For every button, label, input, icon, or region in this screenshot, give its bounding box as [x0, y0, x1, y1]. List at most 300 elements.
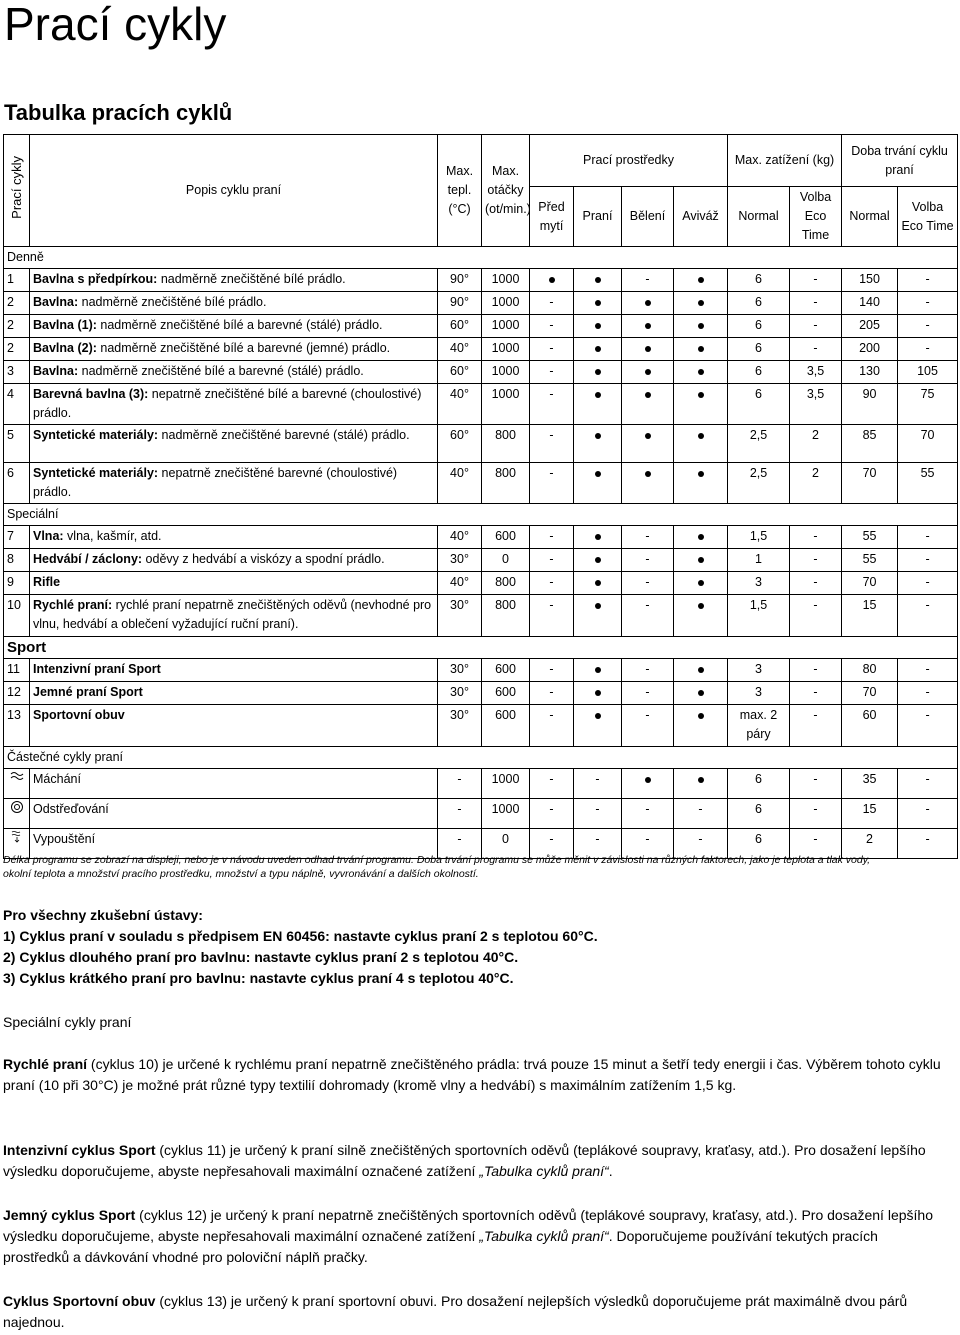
- filled-dot-icon: [574, 315, 622, 338]
- value-cell: 6: [728, 338, 790, 361]
- value-cell: -: [530, 338, 574, 361]
- value-cell: -: [898, 799, 958, 829]
- value-cell: -: [530, 425, 574, 463]
- value-cell: -: [898, 682, 958, 705]
- section-row: [4, 247, 958, 269]
- dot-icon: [698, 534, 704, 540]
- filled-dot-icon: [622, 463, 674, 504]
- cycle-description: [30, 315, 438, 338]
- value-cell: -: [790, 269, 842, 292]
- value-cell: -: [530, 549, 574, 572]
- value-cell: 6: [728, 292, 790, 315]
- value-cell: 1000: [482, 292, 530, 315]
- value-cell: -: [898, 595, 958, 637]
- filled-dot-icon: [574, 292, 622, 315]
- filled-dot-icon: [530, 269, 574, 292]
- cycle-description: [30, 463, 438, 504]
- value-cell: -: [790, 659, 842, 682]
- value-cell: -: [622, 659, 674, 682]
- value-cell: 55: [842, 526, 898, 549]
- dot-icon: [698, 713, 704, 719]
- value-cell: -: [898, 292, 958, 315]
- value-cell: -: [530, 572, 574, 595]
- cycle-name: Hedvábí / záclony:: [33, 552, 143, 566]
- dot-icon: [595, 300, 601, 306]
- filled-dot-icon: [574, 659, 622, 682]
- value-cell: 85: [842, 425, 898, 463]
- value-cell: -: [790, 292, 842, 315]
- cycle-number: 3: [4, 361, 30, 384]
- dot-icon: [698, 323, 704, 329]
- filled-dot-icon: [674, 463, 728, 504]
- section-label: Denně: [4, 247, 958, 269]
- filled-dot-icon: [574, 682, 622, 705]
- dot-icon: [595, 557, 601, 563]
- value-cell: 800: [482, 595, 530, 637]
- cycle-row: [4, 269, 958, 292]
- value-cell: -: [622, 549, 674, 572]
- value-cell: 60°: [438, 425, 482, 463]
- value-cell: 1000: [482, 769, 530, 799]
- value-cell: 140: [842, 292, 898, 315]
- value-cell: 6: [728, 361, 790, 384]
- cycle-name: Intenzivní praní Sport: [33, 662, 161, 676]
- dot-icon: [645, 346, 651, 352]
- filled-dot-icon: [674, 526, 728, 549]
- header-cycles: Prací cykly: [4, 135, 30, 247]
- cycle-description: [30, 659, 438, 682]
- cycle-number: 12: [4, 682, 30, 705]
- value-cell: -: [622, 269, 674, 292]
- cycle-row: [4, 292, 958, 315]
- value-cell: -: [898, 829, 958, 859]
- value-cell: 2,5: [728, 463, 790, 504]
- dot-icon: [595, 392, 601, 398]
- cycle-row: [4, 384, 958, 425]
- header-dur-normal: Normal: [842, 187, 898, 247]
- cycle-description: [30, 361, 438, 384]
- value-cell: -: [574, 829, 622, 859]
- header-load-normal: Normal: [728, 187, 790, 247]
- value-cell: -: [622, 682, 674, 705]
- value-cell: -: [898, 659, 958, 682]
- dot-icon: [595, 690, 601, 696]
- cycle-name: Vlna:: [33, 529, 64, 543]
- cycle-row: [4, 659, 958, 682]
- cycle-name: Sportovní obuv: [33, 708, 125, 722]
- cycle-name: Bavlna s předpírkou:: [33, 272, 158, 286]
- cycle-description: [30, 292, 438, 315]
- value-cell: -: [530, 526, 574, 549]
- header-wash: Praní: [574, 187, 622, 247]
- cycle-number: 7: [4, 526, 30, 549]
- value-cell: -: [790, 526, 842, 549]
- value-cell: -: [622, 799, 674, 829]
- value-cell: -: [622, 705, 674, 747]
- cycle-number: 4: [4, 384, 30, 425]
- dot-icon: [595, 534, 601, 540]
- dot-icon: [698, 580, 704, 586]
- dot-icon: [595, 471, 601, 477]
- test-line-2: 2) Cyklus dlouhého praní pro bavlnu: nastavte cyklus praní 2 s teplotou 40°C.: [3, 949, 519, 965]
- value-cell: -: [530, 292, 574, 315]
- cycle-row: [4, 705, 958, 747]
- value-cell: 3,5: [790, 361, 842, 384]
- value-cell: 55: [898, 463, 958, 504]
- value-cell: 200: [842, 338, 898, 361]
- value-cell: -: [530, 361, 574, 384]
- value-cell: 80: [842, 659, 898, 682]
- cycle-detail: nadměrně znečištěné barevné (stálé) prádlo.: [158, 428, 410, 442]
- value-cell: -: [790, 549, 842, 572]
- value-cell: 40°: [438, 384, 482, 425]
- section-row: [4, 637, 958, 659]
- value-cell: 600: [482, 659, 530, 682]
- value-cell: -: [622, 829, 674, 859]
- value-cell: 1000: [482, 315, 530, 338]
- dot-icon: [698, 300, 704, 306]
- value-cell: 90°: [438, 269, 482, 292]
- spin-icon: [4, 799, 30, 829]
- value-cell: 30°: [438, 549, 482, 572]
- section-label: Sport: [4, 637, 958, 659]
- cycle-description: [30, 526, 438, 549]
- paragraph-sport-shoes: Cyklus Sportovní obuv (cyklus 13) je určený k praní sportovní obuvi. Pro dosažení nejlepších výsledků doporučujeme prát maximálně dvou párů najednou.: [3, 1293, 908, 1330]
- value-cell: -: [898, 549, 958, 572]
- value-cell: -: [574, 769, 622, 799]
- filled-dot-icon: [574, 463, 622, 504]
- value-cell: -: [790, 572, 842, 595]
- dot-icon: [645, 392, 651, 398]
- value-cell: -: [898, 338, 958, 361]
- value-cell: 2: [842, 829, 898, 859]
- filled-dot-icon: [574, 361, 622, 384]
- header-prewash: Před mytí: [530, 187, 574, 247]
- value-cell: 0: [482, 829, 530, 859]
- value-cell: -: [530, 315, 574, 338]
- value-cell: -: [790, 799, 842, 829]
- dot-icon: [645, 300, 651, 306]
- test-heading: Pro všechny zkušební ústavy:: [3, 907, 203, 923]
- header-bleach: Bělení: [622, 187, 674, 247]
- cycle-description: Vypouštění: [30, 829, 438, 859]
- value-cell: 40°: [438, 572, 482, 595]
- filled-dot-icon: [674, 269, 728, 292]
- cycle-description: [30, 572, 438, 595]
- header-max-load: Max. zatížení (kg): [728, 135, 842, 187]
- value-cell: 60°: [438, 315, 482, 338]
- cycle-detail: nepatrně znečištěné barevné (choulostivé) prádlo.: [33, 466, 398, 499]
- cycle-detail: vlna, kašmír, atd.: [63, 529, 162, 543]
- value-cell: -: [898, 269, 958, 292]
- filled-dot-icon: [574, 572, 622, 595]
- filled-dot-icon: [674, 549, 728, 572]
- value-cell: 6: [728, 315, 790, 338]
- value-cell: 2,5: [728, 425, 790, 463]
- cycle-name: Rychlé praní:: [33, 598, 113, 612]
- cycle-row: [4, 549, 958, 572]
- header-max-temp: Max. tepl. (°C): [438, 135, 482, 247]
- value-cell: 40°: [438, 526, 482, 549]
- value-cell: 3: [728, 572, 790, 595]
- value-cell: 40°: [438, 463, 482, 504]
- header-description: Popis cyklu praní: [30, 135, 438, 247]
- cycle-name: Syntetické materiály:: [33, 466, 159, 480]
- header-max-rpm: Max. otáčky (ot/min.): [482, 135, 530, 247]
- value-cell: 1000: [482, 799, 530, 829]
- cycle-row: [4, 799, 958, 829]
- cycle-number: 2: [4, 292, 30, 315]
- cycle-description: [30, 705, 438, 747]
- value-cell: 40°: [438, 338, 482, 361]
- cycle-detail: nepatrně znečištěné bílé a barevné (choulostivé) prádlo.: [33, 387, 422, 420]
- cycle-name: Bavlna:: [33, 295, 79, 309]
- value-cell: -: [530, 463, 574, 504]
- value-cell: 1000: [482, 269, 530, 292]
- value-cell: 1000: [482, 338, 530, 361]
- filled-dot-icon: [622, 315, 674, 338]
- value-cell: 6: [728, 799, 790, 829]
- cycles-table: [3, 134, 958, 859]
- dot-icon: [698, 471, 704, 477]
- section-row: [4, 747, 958, 769]
- dot-icon: [645, 369, 651, 375]
- dot-icon: [698, 690, 704, 696]
- filled-dot-icon: [674, 338, 728, 361]
- value-cell: -: [574, 799, 622, 829]
- cycle-description: [30, 549, 438, 572]
- value-cell: max. 2 páry: [728, 705, 790, 747]
- paragraph-intensive-sport: Intenzivní cyklus Sport (cyklus 11) je určený k praní silně znečištěných sportovních oděvů (teplákové soupravy, kraťasy, atd.). Pro dosažení lepšího výsledku doporučujeme, abyste nepřesahovali maximální označené zatížení „Tabulka cyklů praní“.: [3, 1142, 926, 1179]
- cycle-name: Bavlna (2):: [33, 341, 97, 355]
- cycle-row: [4, 315, 958, 338]
- value-cell: -: [898, 705, 958, 747]
- dot-icon: [595, 580, 601, 586]
- cycle-name: Bavlna:: [33, 364, 79, 378]
- filled-dot-icon: [674, 705, 728, 747]
- cycle-description: [30, 269, 438, 292]
- value-cell: 6: [728, 269, 790, 292]
- value-cell: -: [530, 595, 574, 637]
- cycle-detail: nadměrně znečištěné bílé a barevné (stálé) prádlo.: [96, 318, 383, 332]
- value-cell: -: [530, 384, 574, 425]
- cycle-description: [30, 384, 438, 425]
- cycle-name: Jemné praní Sport: [33, 685, 143, 699]
- dot-icon: [698, 603, 704, 609]
- value-cell: 600: [482, 705, 530, 747]
- footnote: Délka programu se zobrazí na displeji, nebo je v návodu uveden odhad trvání programu. Doba trvání programu se může měnit v závislosti na různých faktorech, jako je teplota a tlak vody, okolní teplota a množství pracího prostředku, množství a typu náplně, vyvronávání a dalších okolností.: [3, 854, 871, 880]
- dot-icon: [698, 433, 704, 439]
- filled-dot-icon: [674, 292, 728, 315]
- dot-icon: [698, 777, 704, 783]
- filled-dot-icon: [574, 384, 622, 425]
- filled-dot-icon: [674, 572, 728, 595]
- filled-dot-icon: [622, 338, 674, 361]
- cycle-detail: rychlé praní nepatrně znečištěných oděvů (nevhodné pro vlnu, hedvábí a oblečení vyžadující ruční praní).: [33, 598, 432, 631]
- filled-dot-icon: [574, 338, 622, 361]
- value-cell: -: [530, 682, 574, 705]
- value-cell: 150: [842, 269, 898, 292]
- section-label: Částečné cykly praní: [4, 747, 958, 769]
- value-cell: 6: [728, 769, 790, 799]
- dot-icon: [698, 557, 704, 563]
- filled-dot-icon: [574, 425, 622, 463]
- cycle-detail: nadměrně znečištěné bílé a barevné (jemné) prádlo.: [96, 341, 391, 355]
- value-cell: 90: [842, 384, 898, 425]
- value-cell: 1: [728, 549, 790, 572]
- cycle-row: [4, 361, 958, 384]
- value-cell: 600: [482, 526, 530, 549]
- special-heading: Speciální cykly praní: [3, 1014, 132, 1030]
- value-cell: -: [438, 829, 482, 859]
- value-cell: 70: [842, 572, 898, 595]
- cycle-name: Rifle: [33, 575, 61, 589]
- value-cell: -: [898, 769, 958, 799]
- value-cell: -: [530, 705, 574, 747]
- paragraph-gentle-sport: Jemný cyklus Sport (cyklus 12) je určený k praní nepatrně znečištěných sportovních oděvů (teplákové soupravy, kraťasy, atd.). Pro dosažení lepšího výsledku doporučujeme, abyste nepřesahovali maximální označené zatížení „Tabulka cyklů praní“. Doporučujeme používání tekutých pracích prostředků a dávkování vhodné pro poloviční náplň pračky.: [3, 1207, 933, 1265]
- value-cell: 70: [898, 425, 958, 463]
- value-cell: 1,5: [728, 526, 790, 549]
- value-cell: -: [790, 682, 842, 705]
- value-cell: -: [674, 799, 728, 829]
- value-cell: 0: [482, 549, 530, 572]
- value-cell: 2: [790, 463, 842, 504]
- value-cell: 6: [728, 384, 790, 425]
- cycle-name: Syntetické materiály:: [33, 428, 159, 442]
- dot-icon: [595, 433, 601, 439]
- value-cell: 130: [842, 361, 898, 384]
- value-cell: -: [790, 769, 842, 799]
- value-cell: -: [622, 526, 674, 549]
- filled-dot-icon: [674, 659, 728, 682]
- value-cell: 35: [842, 769, 898, 799]
- value-cell: 55: [842, 549, 898, 572]
- cycle-detail: nadměrně znečištěné bílé prádlo.: [78, 295, 267, 309]
- value-cell: -: [438, 769, 482, 799]
- dot-icon: [645, 433, 651, 439]
- value-cell: -: [674, 829, 728, 859]
- value-cell: -: [790, 829, 842, 859]
- value-cell: 15: [842, 799, 898, 829]
- filled-dot-icon: [674, 315, 728, 338]
- section-label: Speciální: [4, 504, 958, 526]
- value-cell: 30°: [438, 705, 482, 747]
- cycle-number: 2: [4, 338, 30, 361]
- filled-dot-icon: [674, 425, 728, 463]
- dot-icon: [595, 323, 601, 329]
- cycle-detail: nadměrně znečištěné bílé prádlo.: [157, 272, 346, 286]
- cycle-description: [30, 682, 438, 705]
- value-cell: 205: [842, 315, 898, 338]
- filled-dot-icon: [574, 549, 622, 572]
- filled-dot-icon: [622, 425, 674, 463]
- value-cell: 3: [728, 659, 790, 682]
- dot-icon: [698, 392, 704, 398]
- value-cell: 90°: [438, 292, 482, 315]
- value-cell: -: [790, 595, 842, 637]
- cycle-row: [4, 425, 958, 463]
- dot-icon: [595, 369, 601, 375]
- dot-icon: [645, 323, 651, 329]
- value-cell: 600: [482, 682, 530, 705]
- filled-dot-icon: [674, 384, 728, 425]
- value-cell: 800: [482, 425, 530, 463]
- filled-dot-icon: [674, 769, 728, 799]
- cycle-number: 5: [4, 425, 30, 463]
- cycle-detail: oděvy z hedvábí a viskózy a spodní prádlo.: [142, 552, 385, 566]
- value-cell: -: [530, 829, 574, 859]
- value-cell: -: [898, 526, 958, 549]
- value-cell: -: [790, 338, 842, 361]
- filled-dot-icon: [574, 595, 622, 637]
- page-subtitle: Tabulka pracích cyklů: [4, 100, 233, 125]
- cycle-number: 13: [4, 705, 30, 747]
- value-cell: 800: [482, 572, 530, 595]
- cycle-name: Barevná bavlna (3):: [33, 387, 149, 401]
- cycle-row: [4, 338, 958, 361]
- filled-dot-icon: [622, 361, 674, 384]
- value-cell: 800: [482, 463, 530, 504]
- filled-dot-icon: [674, 361, 728, 384]
- value-cell: -: [622, 572, 674, 595]
- value-cell: 30°: [438, 682, 482, 705]
- cycle-description: [30, 338, 438, 361]
- filled-dot-icon: [574, 269, 622, 292]
- cycle-number: 6: [4, 463, 30, 504]
- filled-dot-icon: [574, 705, 622, 747]
- value-cell: 105: [898, 361, 958, 384]
- cycle-description: [30, 595, 438, 637]
- value-cell: 3: [728, 682, 790, 705]
- cycle-row: [4, 572, 958, 595]
- dot-icon: [698, 277, 704, 283]
- dot-icon: [595, 713, 601, 719]
- filled-dot-icon: [622, 769, 674, 799]
- dot-icon: [698, 667, 704, 673]
- dot-icon: [595, 346, 601, 352]
- filled-dot-icon: [574, 526, 622, 549]
- dot-icon: [698, 346, 704, 352]
- value-cell: -: [530, 799, 574, 829]
- cycle-name: Bavlna (1):: [33, 318, 97, 332]
- header-duration: Doba trvání cyklu praní: [842, 135, 958, 187]
- value-cell: 6: [728, 829, 790, 859]
- value-cell: 1000: [482, 361, 530, 384]
- value-cell: -: [622, 595, 674, 637]
- dot-icon: [595, 667, 601, 673]
- value-cell: -: [790, 705, 842, 747]
- value-cell: 30°: [438, 595, 482, 637]
- header-detergents: Prací prostředky: [530, 135, 728, 187]
- value-cell: -: [530, 769, 574, 799]
- header-softener: Aviváž: [674, 187, 728, 247]
- filled-dot-icon: [622, 384, 674, 425]
- cycle-number: 11: [4, 659, 30, 682]
- value-cell: 70: [842, 682, 898, 705]
- cycle-number: 2: [4, 315, 30, 338]
- page-title: Prací cykly: [4, 0, 227, 50]
- value-cell: 30°: [438, 659, 482, 682]
- value-cell: -: [898, 315, 958, 338]
- value-cell: -: [790, 315, 842, 338]
- value-cell: 1000: [482, 384, 530, 425]
- filled-dot-icon: [674, 682, 728, 705]
- test-line-3: 3) Cyklus krátkého praní pro bavlnu: nastavte cyklus praní 4 s teplotou 40°C.: [3, 970, 514, 986]
- test-line-1: 1) Cyklus praní v souladu s předpisem EN 60456: nastavte cyklus praní 2 s teplotou 60°C.: [3, 928, 598, 944]
- dot-icon: [549, 277, 555, 283]
- header-load-eco: Volba Eco Time: [790, 187, 842, 247]
- section-row: [4, 504, 958, 526]
